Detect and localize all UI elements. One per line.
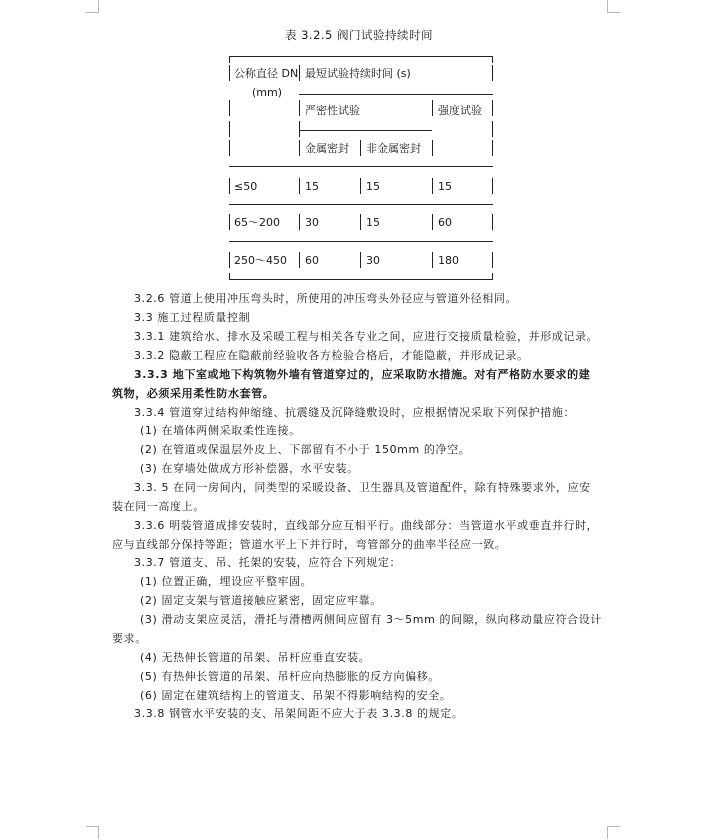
header-nominal-diameter: 公称直径 DN bbox=[234, 67, 299, 80]
header-strength-test: 强度试验 bbox=[438, 104, 482, 117]
clause-3-2-6: 3.2.6 管道上使用冲压弯头时，所使用的冲压弯头外径应与管道外径相同。 bbox=[134, 292, 518, 305]
clause-3-3-4: 3.3.4 管道穿过结构伸缩缝、抗震缝及沉降缝敷设时，应根据情况采取下列保护措施： bbox=[134, 406, 576, 419]
table-cell: 180 bbox=[438, 254, 459, 267]
clause-3-3-6-cont: 应与直线部分保持等距；管道水平上下并行时，弯管部分的曲率半径应一致。 bbox=[112, 538, 507, 551]
list-item: (6) 固定在建筑结构上的管道支、吊架不得影响结构的安全。 bbox=[140, 689, 452, 702]
table-caption: 表 3.2.5 阀门试验持续时间 bbox=[284, 28, 434, 42]
header-metal-seal: 金属密封 bbox=[305, 142, 349, 155]
table-cell: 60 bbox=[305, 254, 319, 267]
page-corner-bottom-right bbox=[607, 826, 620, 839]
table-cell: 30 bbox=[305, 216, 319, 229]
section-heading-3-3: 3.3 施工过程质量控制 bbox=[134, 311, 251, 324]
table-cell: 15 bbox=[438, 180, 452, 193]
table-cell: 60 bbox=[438, 216, 452, 229]
list-item: (5) 有热伸长管道的吊架、吊杆应向热膨胀的反方向偏移。 bbox=[140, 670, 440, 683]
table-cell: ≤50 bbox=[234, 180, 258, 193]
list-item: (1) 在墙体两侧采取柔性连接。 bbox=[140, 424, 301, 437]
table-cell: 65～200 bbox=[234, 216, 280, 229]
table-cell: 250～450 bbox=[234, 254, 287, 267]
clause-3-3-5-cont: 装在同一高度上。 bbox=[112, 500, 205, 513]
clause-3-3-8: 3.3.8 钢管水平安装的支、吊架间距不应大于表 3.3.8 的规定。 bbox=[134, 707, 464, 720]
header-min-duration: 最短试验持续时间 (s) bbox=[305, 67, 411, 80]
clause-3-3-2: 3.3.2 隐蔽工程应在隐蔽前经验收各方检验合格后，才能隐蔽，并形成记录。 bbox=[134, 349, 529, 362]
list-item: (1) 位置正确，埋设应平整牢固。 bbox=[140, 575, 313, 588]
list-item-cont: 要求。 bbox=[112, 632, 147, 645]
table-cell: 30 bbox=[366, 254, 380, 267]
table-cell: 15 bbox=[305, 180, 319, 193]
valve-test-duration-table bbox=[0, 0, 718, 300]
list-item: (2) 固定支架与管道接触应紧密，固定应牢靠。 bbox=[140, 594, 382, 607]
clause-3-3-3: 3.3.3 地下室或地下构筑物外墙有管道穿过的，应采取防水措施。对有严格防水要求的建 bbox=[134, 368, 591, 381]
clause-3-3-1: 3.3.1 建筑给水、排水及采暖工程与相关各专业之间，应进行交接质量检验，并形成记录。 bbox=[134, 330, 599, 343]
header-nonmetal-seal: 非金属密封 bbox=[366, 142, 421, 155]
list-item: (3) 在穿墙处做成方形补偿器，水平安装。 bbox=[140, 462, 359, 475]
clause-3-3-6: 3.3.6 明装管道成排安装时，直线部分应互相平行。曲线部分：当管道水平或垂直并行时， bbox=[134, 519, 599, 532]
list-item: (3) 滑动支架应灵活，滑托与滑槽两侧间应留有 3～5mm 的间隙，纵向移动量应符合设计 bbox=[140, 613, 602, 626]
clause-3-3-5: 3.3. 5 在同一房间内，同类型的采暖设备、卫生器具及管道配件，除有特殊要求外，应安 bbox=[134, 481, 591, 494]
list-item: (2) 在管道或保温层外皮上、下部留有不小于 150mm 的净空。 bbox=[140, 443, 471, 456]
table-cell: 15 bbox=[366, 216, 380, 229]
header-tightness-test: 严密性试验 bbox=[305, 104, 360, 117]
header-diameter-unit: (mm) bbox=[252, 86, 283, 99]
clause-3-3-7: 3.3.7 管道支、吊、托架的安装，应符合下列规定： bbox=[134, 556, 402, 569]
clause-3-3-3-cont: 筑物，必须采用柔性防水套管。 bbox=[112, 387, 275, 400]
table-cell: 15 bbox=[366, 180, 380, 193]
list-item: (4) 无热伸长管道的吊架、吊杆应垂直安装。 bbox=[140, 651, 371, 664]
page-corner-bottom-left bbox=[86, 826, 99, 839]
